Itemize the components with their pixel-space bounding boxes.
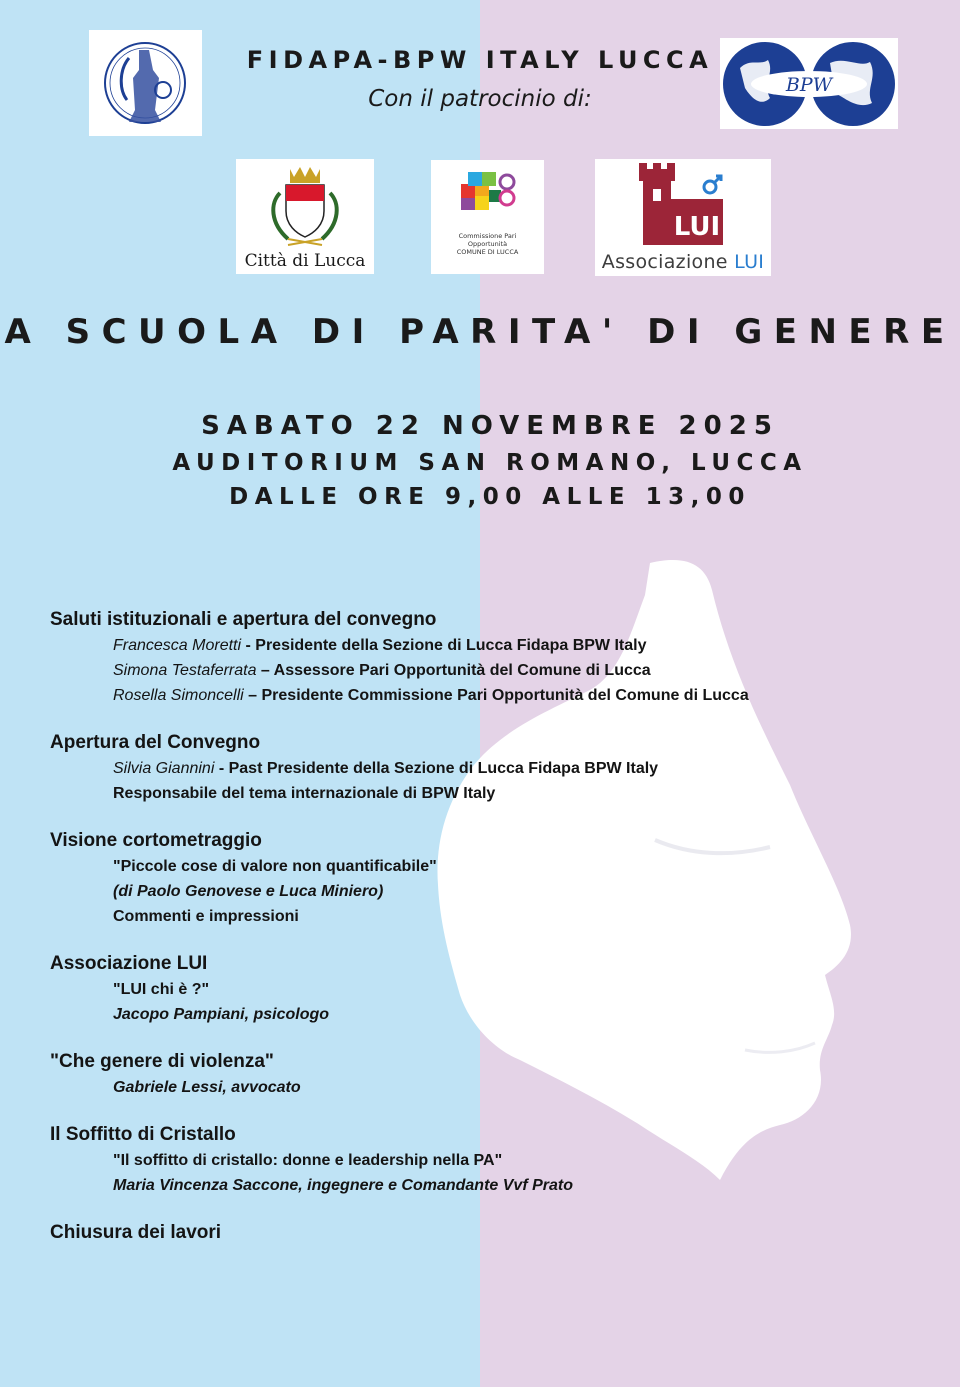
lui-caption-prefix: Associazione bbox=[601, 251, 728, 273]
program-section bbox=[50, 951, 930, 1027]
program-section bbox=[50, 1122, 930, 1198]
speaker-name: Simona Testaferrata bbox=[113, 662, 257, 679]
program-list bbox=[50, 607, 930, 1268]
speaker-role: Responsabile del tema internazionale di BPW Italy bbox=[113, 785, 496, 802]
program-line-italic: Jacopo Pampiani, psicologo bbox=[113, 1006, 330, 1023]
speaker-role: - Past Presidente della Sezione di Lucca Fidapa BPW Italy bbox=[214, 760, 659, 777]
program-section bbox=[50, 1049, 930, 1100]
event-place: AUDITORIUM SAN ROMANO, LUCCA bbox=[172, 450, 808, 476]
lui-caption-word: LUI bbox=[734, 251, 765, 273]
speaker-line bbox=[113, 683, 930, 708]
program-section bbox=[50, 828, 930, 929]
program-line: "LUI chi è ?" bbox=[113, 981, 210, 998]
program-line-italic: Maria Vincenza Saccone, ingegnere e Comandante Vvf Prato bbox=[113, 1177, 573, 1194]
speaker-role: - Presidente della Sezione di Lucca Fidapa BPW Italy bbox=[241, 637, 647, 654]
speaker-line bbox=[113, 633, 930, 658]
program-section bbox=[50, 607, 930, 708]
citta-caption: Città di Lucca bbox=[244, 251, 366, 271]
citta-di-lucca-logo bbox=[236, 159, 374, 274]
commissione-caption-line3: COMUNE DI LUCCA bbox=[456, 248, 519, 256]
program-section bbox=[50, 1220, 930, 1246]
commissione-caption-line1: Commissione Pari bbox=[458, 232, 517, 240]
speaker-line bbox=[113, 756, 930, 781]
section-title: Il Soffitto di Cristallo bbox=[50, 1124, 236, 1145]
associazione-lui-logo bbox=[595, 159, 771, 276]
speaker-line bbox=[113, 658, 930, 683]
program-section bbox=[50, 730, 930, 806]
speaker-name: Rosella Simoncelli bbox=[113, 687, 244, 704]
program-line-italic: Gabriele Lessi, avvocato bbox=[113, 1079, 301, 1096]
lui-logo-letters: LUI bbox=[673, 212, 721, 242]
speaker-line bbox=[113, 781, 930, 806]
section-title: Associazione LUI bbox=[50, 953, 208, 974]
lui-caption bbox=[595, 251, 771, 273]
speaker-role: – Presidente Commissione Pari Opportunità del Comune di Lucca bbox=[243, 687, 749, 704]
lucca-coat-of-arms-icon bbox=[236, 159, 374, 249]
commissione-caption bbox=[431, 232, 544, 256]
section-title: Saluti istituzionali e apertura del convegno bbox=[50, 609, 437, 630]
patronage-line: Con il patrocinio di: bbox=[368, 86, 592, 112]
program-line-italic: (di Paolo Genovese e Luca Miniero) bbox=[113, 883, 384, 900]
program-line: "Piccole cose di valore non quantificabile" bbox=[113, 858, 437, 875]
program-line: Commenti e impressioni bbox=[113, 908, 299, 925]
bpw-logo bbox=[720, 38, 898, 129]
lui-tower-icon bbox=[595, 159, 771, 251]
speaker-name: Francesca Moretti bbox=[113, 637, 242, 654]
bpw-globe-icon bbox=[720, 38, 898, 129]
speaker-role: – Assessore Pari Opportunità del Comune di Lucca bbox=[256, 662, 651, 679]
section-title: "Che genere di violenza" bbox=[50, 1051, 274, 1072]
program-line: "Il soffitto di cristallo: donne e leadership nella PA" bbox=[113, 1152, 503, 1169]
section-title: Visione cortometraggio bbox=[50, 830, 262, 851]
speaker-name: Silvia Giannini bbox=[113, 760, 215, 777]
section-title: Apertura del Convegno bbox=[50, 732, 261, 753]
commissione-caption-line2: Opportunità bbox=[467, 240, 508, 248]
bpw-logo-text: BPW bbox=[785, 74, 833, 96]
commissione-pari-opportunita-logo bbox=[431, 160, 544, 274]
event-title: A SCUOLA DI PARITA' DI GENERE bbox=[4, 312, 956, 352]
event-date: SABATO 22 NOVEMBRE 2025 bbox=[201, 411, 779, 441]
organization-name: FIDAPA-BPW ITALY LUCCA bbox=[246, 46, 714, 74]
event-hours: DALLE ORE 9,00 ALLE 13,00 bbox=[229, 484, 751, 510]
section-title: Chiusura dei lavori bbox=[50, 1222, 222, 1243]
colored-cubes-icon bbox=[431, 160, 544, 230]
